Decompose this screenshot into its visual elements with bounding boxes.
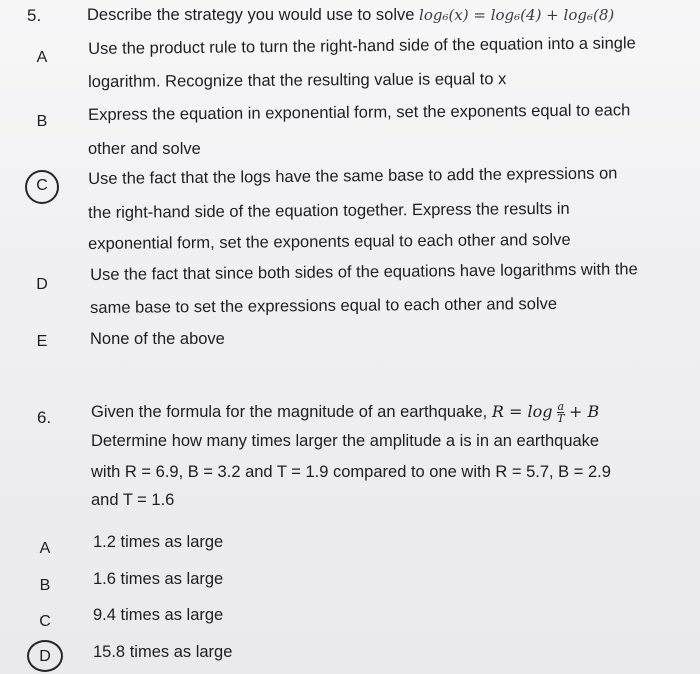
q5-option-d-line1: Use the fact that since both sides of the equations have logarithms with the [90,260,638,284]
q6-option-a-text: 1.2 times as large [93,533,224,551]
q5-option-a-letter: A [36,49,48,66]
q5-number: 5. [27,6,42,25]
q5-option-e-line1: None of the above [90,330,225,348]
q5-option-a-line2: logarithm. Recognize that the resulting value is equal to x [88,70,507,91]
q6-option-b-letter: B [39,577,51,594]
q5-option-d-letter: D [36,276,48,293]
q5-option-c-line2: the right-hand side of the equation together. Express the results in [88,199,570,222]
q6-line4: and T = 1.6 [91,491,175,509]
q6-formula-fraction [557,401,564,424]
q6-option-d-text: 15.8 times as large [93,643,233,661]
q6-formula-rhs: + B [569,402,600,421]
q6-option-c-text: 9.4 times as large [93,606,224,624]
q6-line2: Determine how many times larger the amplitude a is in an earthquake [91,432,600,450]
q6-line3: with R = 6.9, B = 3.2 and T = 1.9 compared to one with R = 5.7, B = 2.9 [91,463,611,481]
q6-option-b-text: 1.6 times as large [93,570,224,588]
q6-formula-denominator: T [557,412,565,426]
q5-option-c-line3: exponential form, set the exponents equal to each other and solve [88,230,571,253]
q6-number: 6. [37,408,52,427]
q5-option-c-letter: C [36,177,48,194]
q6-option-a-letter: A [39,540,51,557]
q5-prompt-text: Describe the strategy you would use to solve [87,6,415,24]
q5-option-c-line1: Use the fact that the logs have the same base to add the expressions on [88,164,618,188]
q5-option-d-line2: same base to set the expressions equal to each other and solve [90,294,558,317]
q6-option-d-letter: D [39,648,51,665]
q5-prompt [87,0,614,32]
q5-option-e-letter: E [36,333,48,350]
q6-line1 [91,395,599,429]
q6-option-c-letter: C [39,613,51,630]
q5-option-b-letter: B [36,113,48,130]
q6-line1-text: Given the formula for the magnitude of an earthquake, [91,403,488,421]
q5-equation: log₆(x) = log₆(4) + log₆(8) [419,6,615,24]
q5-option-a-line1: Use the product rule to turn the right-hand side of the equation into a single [88,34,636,58]
q5-option-b-line2: other and solve [88,140,201,158]
q6-formula-lhs: R = log [491,402,553,421]
q5-option-b-line1: Express the equation in exponential form, set the exponents equal to each [88,101,631,124]
q6-formula-numerator: a [557,400,565,414]
